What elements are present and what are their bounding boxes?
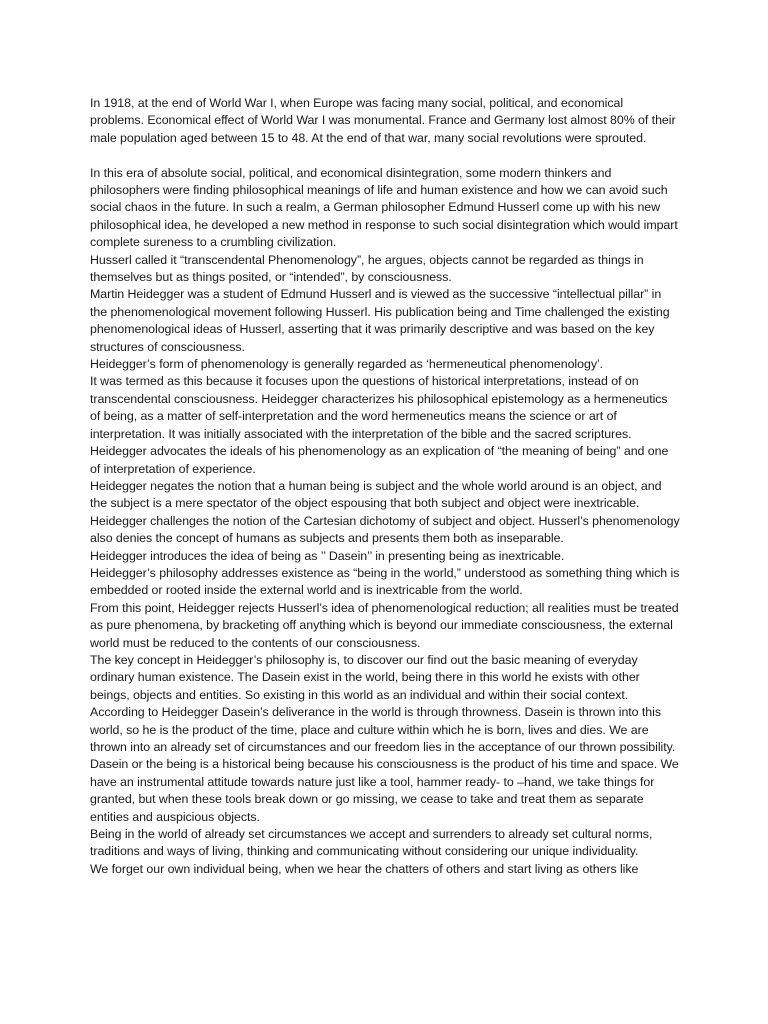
paragraph-14: According to Heidegger Dasein’s deliverance in the world is through throwness. Dasein is thrown into this world, so he is the product of the time, place and culture within which he is born, lives and dies. We are thrown into an already set of circumstances and our freedom lies in the acceptance of our thrown possibility. Dasein or the being is a historical being because his consciousness is the product of his time and space. We have an instrumental attitude towards nature just like a tool, hammer ready- to –hand, we take things for granted, but when these tools break down or go missing, we cease to take and treat them as separate entities and auspicious objects. (90, 705, 679, 824)
paragraph-9: Heidegger challenges the notion of the Cartesian dichotomy of subject and object. Husserl’s phenomenology also denies the concept of humans as subjects and presents them both as inseparable. (90, 513, 680, 546)
paragraph-3: Husserl called it “transcendental Phenomenology”, he argues, objects cannot be regarded as things in themselves but as things posited, or “intended”, by consciousness. (90, 252, 644, 285)
paragraph-11: Heidegger’s philosophy addresses existence as “being in the world,” understood as something thing which is embedded or rooted inside the external world and is inextricable from the world. (90, 565, 680, 598)
paragraph-1: In 1918, at the end of World War I, when Europe was facing many social, political, and economical problems. Economical effect of World War I was monumental. France and Germany lost almost 80% of their male population aged between 15 to 48. At the end of that war, many social revolutions were sprouted. (90, 96, 676, 145)
paragraph-10: Heidegger introduces the idea of being as ’’ Dasein’’ in presenting being as inextricable. (90, 548, 565, 563)
paragraph-5: Heidegger’s form of phenomenology is generally regarded as ‘hermeneutical phenomenology’. (90, 357, 604, 372)
paragraph-7: Heidegger advocates the ideals of his phenomenology as an explication of “the meaning of being” and one of interpretation of experience. (90, 444, 669, 476)
paragraph-4: Martin Heidegger was a student of Edmund Husserl and is viewed as the successive “intellectual pillar” in the phenomenological movement following Husserl. His publication being and Time challenged the existing phenomenological ideas of Husserl, asserting that it was primarily descriptive and was based on the key structures of consciousness. (90, 287, 670, 354)
paragraph-2: In this era of absolute social, political, and economical disintegration, some modern thinkers and philosophers were finding philosophical meanings of life and human existence and how we can avoid such social chaos in the future. In such a realm, a German philosopher Edmund Husserl come up with his new philosophical idea, he developed a new method in response to such social disintegration which would impart complete sureness to a crumbling civilization. (90, 165, 678, 250)
paragraph-8: Heidegger negates the notion that a human being is subject and the whole world around is an object, and the subject is a mere spectator of the object espousing that both subject and object were inextricable. (90, 478, 662, 511)
paragraph-spacer (90, 147, 680, 164)
document-page (90, 95, 680, 878)
paragraph-16: We forget our own individual being, when we hear the chatters of others and start living as others like (90, 861, 639, 876)
paragraph-12: From this point, Heidegger rejects Husserl’s idea of phenomenological reduction; all realities must be treated as pure phenomena, by bracketing off anything which is beyond our immediate consciousness, the external world must be reduced to the contents of our consciousness. (90, 600, 679, 650)
paragraph-15: Being in the world of already set circumstances we accept and surrenders to already set cultural norms, traditions and ways of living, thinking and communicating without considering our unique individuality. (90, 827, 653, 859)
paragraph-13: The key concept in Heidegger’s philosophy is, to discover our find out the basic meaning of everyday ordinary human existence. The Dasein exist in the world, being there in this world he exists with other beings, objects and entities. So existing in this world as an individual and within their social context. (90, 652, 640, 702)
paragraph-6: It was termed as this because it focuses upon the questions of historical interpretations, instead of on transcendental consciousness. Heidegger characterizes his philosophical epistemology as a hermeneutics of being, as a matter of self-interpretation and the word hermeneutics means the science or art of interpretation. It was initially associated with the interpretation of the bible and the sacred scriptures. (90, 374, 668, 441)
